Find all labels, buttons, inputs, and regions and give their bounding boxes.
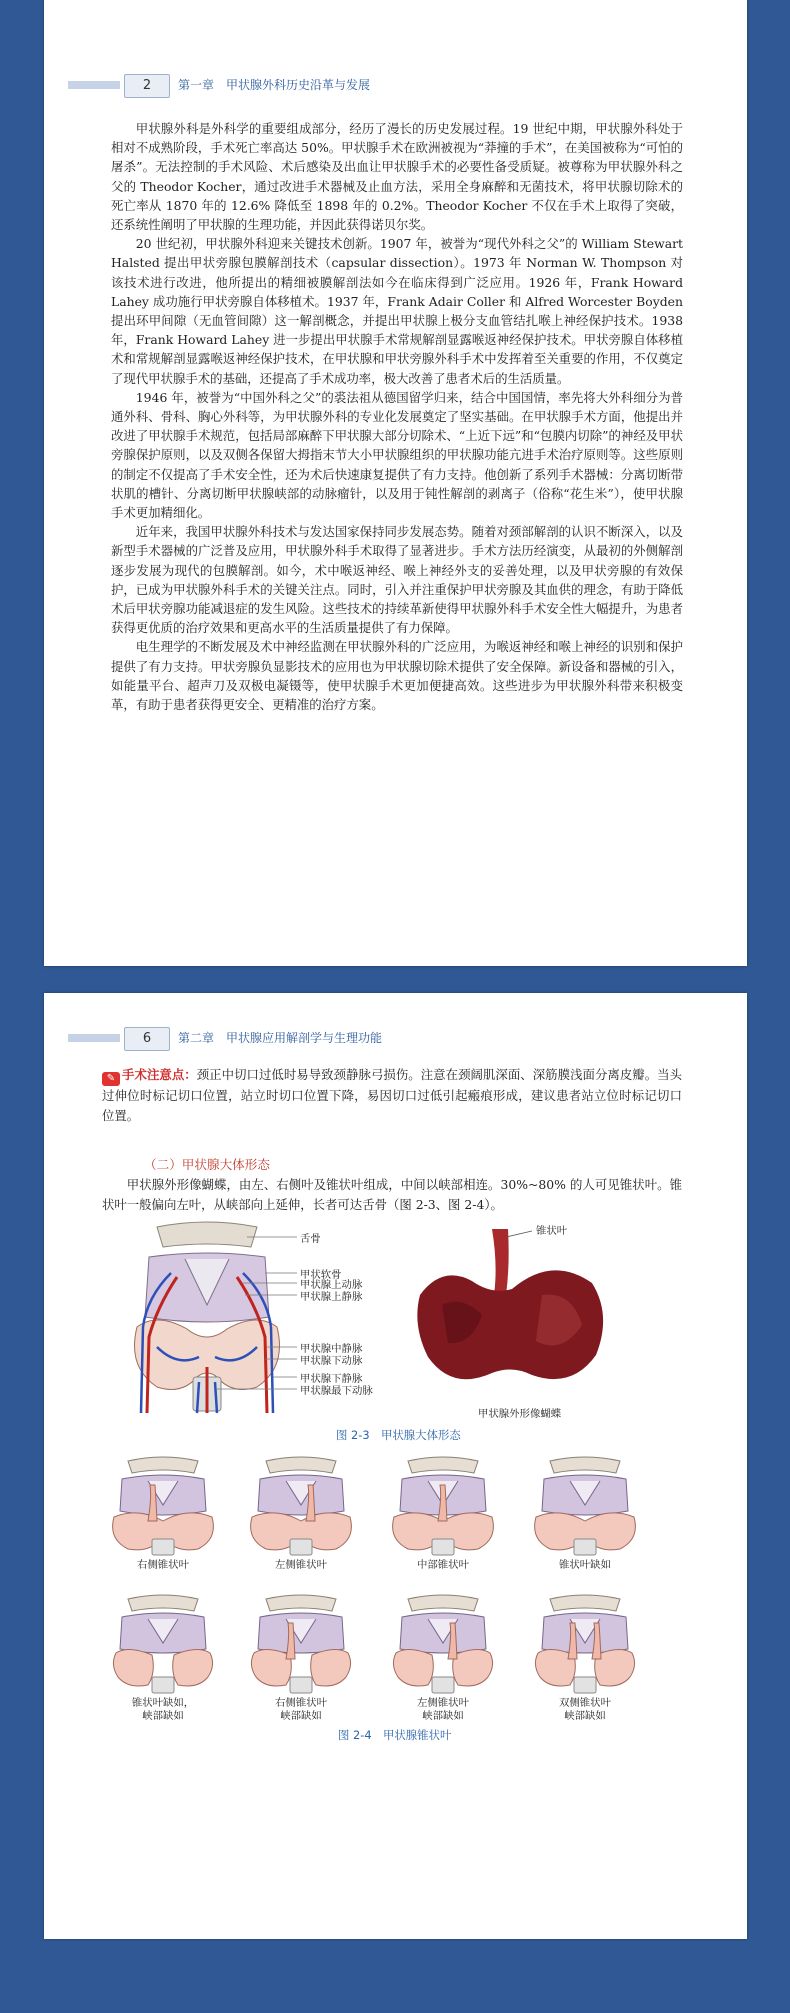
page-header [68, 1027, 508, 1051]
header-bar [68, 1034, 120, 1042]
variant-illustration [530, 1455, 640, 1555]
section-title: （二）甲状腺大体形态 [144, 1157, 270, 1172]
book-page-6 [44, 993, 747, 1939]
paragraph: 甲状腺外科是外科学的重要组成部分，经历了漫长的历史发展过程。19 世纪中期，甲状腺外科处于相对不成熟阶段，手术死亡率高达 50%。甲状腺手术在欧洲被视为“莽撞的手术”，在美国被称为“可怕的屠杀”。无法控制的手术风险、术后感染及出血让甲状腺手术的必要性备受质疑。被尊称为甲状腺外科之父的 Theodor Kocher，通过改进手术器械及止血方法，采用全身麻醉和无菌技术，将甲状腺切除术的死亡率从 1870 年的 12.6% 降低至 1898 年的 0.2%。Theodor Kocher 不仅在手术上取得了突破，还系统性阐明了甲状腺的生理功能，并因此获得诺贝尔奖。 [111, 121, 683, 233]
page-header [68, 74, 508, 98]
note-label: 手术注意点： [122, 1067, 197, 1082]
body-text [111, 119, 683, 714]
label-inferior-thyroid-vein: 甲状腺下静脉 [300, 1373, 363, 1385]
variant-label: 中部锥状叶 [417, 1559, 469, 1571]
figure-2-4-caption: 图 2-4 甲状腺锥状叶 [338, 1728, 452, 1742]
label-thyroid-ima-artery: 甲状腺最下动脉 [300, 1385, 373, 1397]
variant-illustration [108, 1455, 218, 1555]
chapter-title: 第二章 甲状腺应用解剖学与生理功能 [178, 1031, 383, 1045]
chapter-title: 第一章 甲状腺外科历史沿革与发展 [178, 78, 371, 92]
thyroid-specimen-photo [412, 1225, 612, 1393]
label-pyramidal-lobe: 锥状叶 [536, 1225, 568, 1237]
pen-icon: ✎ [102, 1072, 120, 1086]
surgical-note [102, 1065, 682, 1126]
figure-2-3-caption: 图 2-3 甲状腺大体形态 [336, 1428, 461, 1442]
note-text: 颈正中切口过低时易导致颈静脉弓损伤。注意在颈阔肌深面、深筋膜浅面分离皮瓣。当头过伸位时标记切口位置，站立时切口位置下降，易因切口过低引起瘢痕形成，建议患者站立位时标记切口位置。 [102, 1067, 683, 1123]
label-inferior-thyroid-artery: 甲状腺下动脉 [300, 1355, 363, 1367]
paragraph: 近年来，我国甲状腺外科技术与发达国家保持同步发展态势。随着对颈部解剖的认识不断深入，以及新型手术器械的广泛普及应用，甲状腺外科手术取得了显著进步。手术方法历经演变，从最初的外侧解剖逐步发展为现代的包膜解剖。如今，术中喉返神经、喉上神经外支的妥善处理，以及甲状旁腺的有效保护，已成为甲状腺外科手术的关键关注点。同时，引入并注重保护甲状旁腺及其血供的理念，有助于降低术后甲状旁腺功能减退症的发生风险。这些技术的持续革新使得甲状腺外科手术安全性大幅提升，为患者获得更优质的治疗效果和更高水平的生活质量提供了有力保障。 [111, 524, 683, 636]
variant-label: 右侧锥状叶 [137, 1559, 189, 1571]
variant-label: 左侧锥状叶 峡部缺如 [417, 1697, 469, 1722]
label-superior-thyroid-vein: 甲状腺上静脉 [300, 1291, 363, 1303]
page-number: 6 [124, 1027, 170, 1051]
label-middle-thyroid-vein: 甲状腺中静脉 [300, 1343, 363, 1355]
variant-illustration [108, 1593, 218, 1693]
variant-label: 锥状叶缺如 [559, 1559, 611, 1571]
variant-label: 锥状叶缺如， 峡部缺如 [131, 1697, 195, 1722]
paragraph: 20 世纪初，甲状腺外科迎来关键技术创新。1907 年，被誉为“现代外科之父”的 William Stewart Halsted 提出甲状旁腺包膜解剖技术（capsular dissection）。1973 年 Norman W. Thompson 对该技术进行改进，他所提出的精细被膜解剖法如今在临床得到广泛应用。1926 年，Frank Howard Lahey 成功施行甲状旁腺自体移植术。1937 年，Frank Adair Coller 和 Alfred Worcester Boyden 提出环甲间隙（无血管间隙）这一解剖概念，并提出甲状腺上极分支血管结扎喉上神经保护技术。1938 年，Frank Howard Lahey 进一步提出甲状腺手术常规解剖显露喉返神经保护技术。甲状旁腺自体移植术和常规解剖显露喉返神经保护技术，在甲状腺和甲状旁腺外科手术中发挥着至关重要的作用，不仅奠定了现代甲状腺手术的基础，还提高了手术成功率，极大改善了患者术后的生活质量。 [111, 236, 683, 386]
variant-illustration [388, 1455, 498, 1555]
paragraph: 1946 年，被誉为“中国外科之父”的裘法祖从德国留学归来，结合中国国情，率先将大外科细分为普通外科、骨科、胸心外科等，为甲状腺外科的专业化发展奠定了坚实基础。在甲状腺手术方面，他提出并改进了甲状腺手术规范，包括局部麻醉下甲状腺大部分切除术、“上近下远”和“包膜内切除”的神经及甲状旁腺保护原则，以及双侧各保留大拇指末节大小甲状腺组织的甲状腺功能亢进手术治疗原则等。这些原则的制定不仅提高了手术安全性，还为术后快速康复提供了有力支持。他创新了系列手术器械：分离切断带状肌的槽针、分离切断甲状腺峡部的动脉瘤针，以及用于钝性解剖的剥离子（俗称“花生米”），使甲状腺手术更加精细化。 [111, 389, 683, 521]
variant-label: 双侧锥状叶 峡部缺如 [559, 1697, 611, 1722]
variant-illustration [530, 1593, 640, 1693]
header-bar [68, 81, 120, 89]
page-number: 2 [124, 74, 170, 98]
book-page-2 [44, 0, 747, 966]
variant-illustration [388, 1593, 498, 1693]
paragraph: 电生理学的不断发展及术中神经监测在甲状腺外科的广泛应用，为喉返神经和喉上神经的识别和保护提供了有力支持。甲状旁腺负显影技术的应用也为甲状腺切除术提供了安全保障。新设备和器械的引入，如能量平台、超声刀及双极电凝镊等，使甲状腺手术更加便捷高效。这些进步为甲状腺外科带来积极变革，有助于患者获得更安全、更精准的治疗方案。 [111, 639, 683, 713]
paragraph: 甲状腺外形像蝴蝶，由左、右侧叶及锥状叶组成，中间以峡部相连。30%~80% 的人可见锥状叶。锥状叶一般偏向左叶，从峡部向上延伸，长者可达舌骨（图 2-3、图 2-4）。 [102, 1177, 682, 1212]
variant-label: 右侧锥状叶 峡部缺如 [275, 1697, 327, 1722]
label-superior-thyroid-artery: 甲状腺上动脉 [300, 1279, 363, 1291]
label-hyoid: 舌骨 [300, 1233, 321, 1245]
label-thyroid-cartilage: 甲状软骨 [300, 1269, 342, 1281]
variant-illustration [246, 1593, 356, 1693]
variant-illustration [246, 1455, 356, 1555]
variant-label: 左侧锥状叶 [275, 1559, 327, 1571]
photo-caption: 甲状腺外形像蝴蝶 [478, 1408, 562, 1420]
